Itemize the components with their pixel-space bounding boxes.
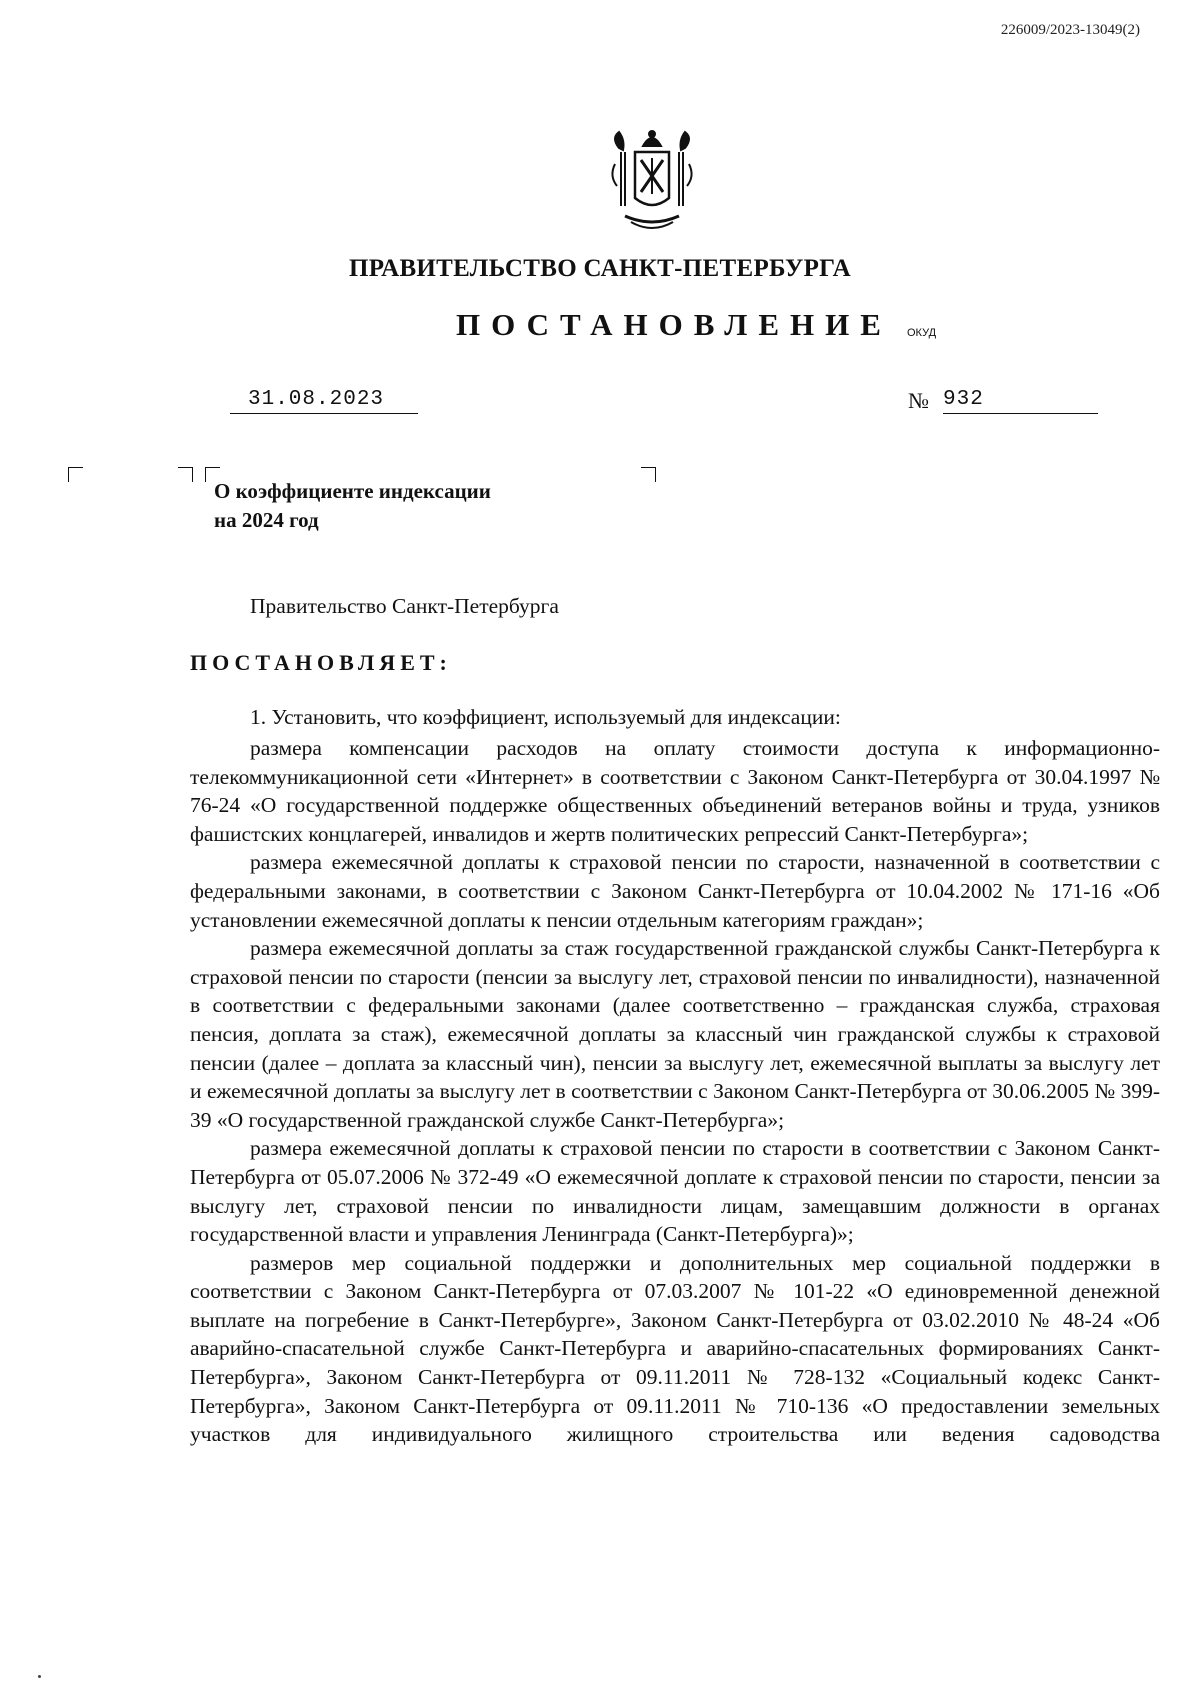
government-title: ПРАВИТЕЛЬСТВО САНКТ-ПЕТЕРБУРГА xyxy=(348,255,852,282)
decree-body xyxy=(190,734,1160,1449)
decree-number: 932 xyxy=(943,387,1098,414)
body-paragraph: размера ежемесячной доплаты к страховой пенсии по старости в соответствии с Законом Санкт-Петербурга от 05.07.2006 № 372-49 «О ежемесячной доплате к страховой пенсии по старости, пенсии за выслугу лет, страховой пенсии по инвалидности лицам, замещавшим должности в органах государственной власти и управления Ленинграда (Санкт-Петербурга)»; xyxy=(190,1136,1160,1247)
subject-line: на 2024 год xyxy=(214,508,319,532)
subject-line: О коэффициенте индексации xyxy=(214,479,491,503)
issuer-text: Правительство Санкт-Петербурга xyxy=(250,594,559,618)
decree-date: 31.08.2023 xyxy=(230,387,418,414)
body-paragraph: размера компенсации расходов на оплату стоимости доступа к информационно-телекоммуникационной сети «Интернет» в соответствии с Законом Санкт-Петербурга от 30.04.1997 № 76-24 «О государственной поддержке общественных объединений ветеранов войны и труда, узников фашистских концлагерей, инвалидов и жертв политических репрессий Санкт-Петербурга»; xyxy=(190,736,1160,846)
decree-title: ПОСТАНОВЛЕНИЕ xyxy=(456,307,892,342)
corner-bracket xyxy=(68,467,83,482)
scan-dot xyxy=(38,1675,41,1678)
document-registration-number: 226009/2023-13049(2) xyxy=(1000,22,1140,38)
body-paragraph: размеров мер социальной поддержки и дополнительных мер социальной поддержки в соответствии с Законом Санкт-Петербурга от 07.03.2007 № 101-22 «О единовременной денежной выплате на погребение в Санкт-Петербурге», Законом Санкт-Петербурга от 03.02.2010 № 48-24 «Об аварийно-спасательной службе Санкт-Петербурга и аварийно-спасательных формированиях Санкт-Петербурга», Законом Санкт-Петербурга от 09.11.2011 № 728-132 «Социальный кодекс Санкт-Петербурга», Законом Санкт-Петербурга от 09.11.2011 № 710-136 «О предоставлении земельных участков для индивидуального жилищного строительства или ведения садоводства xyxy=(190,1250,1160,1447)
decree-number-label: № xyxy=(908,388,929,413)
item-1-text: 1. Установить, что коэффициент, используемый для индексации: xyxy=(250,705,841,729)
body-paragraph: размера ежемесячной доплаты к страховой пенсии по старости, назначенной в соответствии с федеральными законами, в соответствии с Законом Санкт-Петербурга от 10.04.2002 № 171-16 «Об установлении ежемесячной доплаты к пенсии отдельным категориям граждан»; xyxy=(190,850,1160,932)
corner-bracket xyxy=(641,467,656,482)
body-paragraph: размера ежемесячной доплаты за стаж государственной гражданской службы Санкт-Петербурга к страховой пенсии по старости (пенсии за выслугу лет, страховой пенсии по инвалидности), назначенной в соответствии с федеральными законами (далее соответственно – гражданская служба, страховая пенсия, доплата за стаж), ежемесячной доплаты за классный чин гражданской службы к страховой пенсии (далее – доплата за классный чин), пенсии за выслугу лет, ежемесячной выплаты за выслугу лет и ежемесячной доплаты за выслугу лет в соответствии с Законом Санкт-Петербурга от 30.06.2005 № 399-39 «О государственной гражданской службе Санкт-Петербурга»; xyxy=(190,936,1160,1132)
resolves-heading: ПОСТАНОВЛЯЕТ: xyxy=(190,650,452,675)
decree-subject xyxy=(214,477,491,535)
okud-label: ОКУД xyxy=(907,327,937,339)
spb-coat-of-arms-icon xyxy=(605,128,700,238)
corner-bracket xyxy=(178,467,193,482)
